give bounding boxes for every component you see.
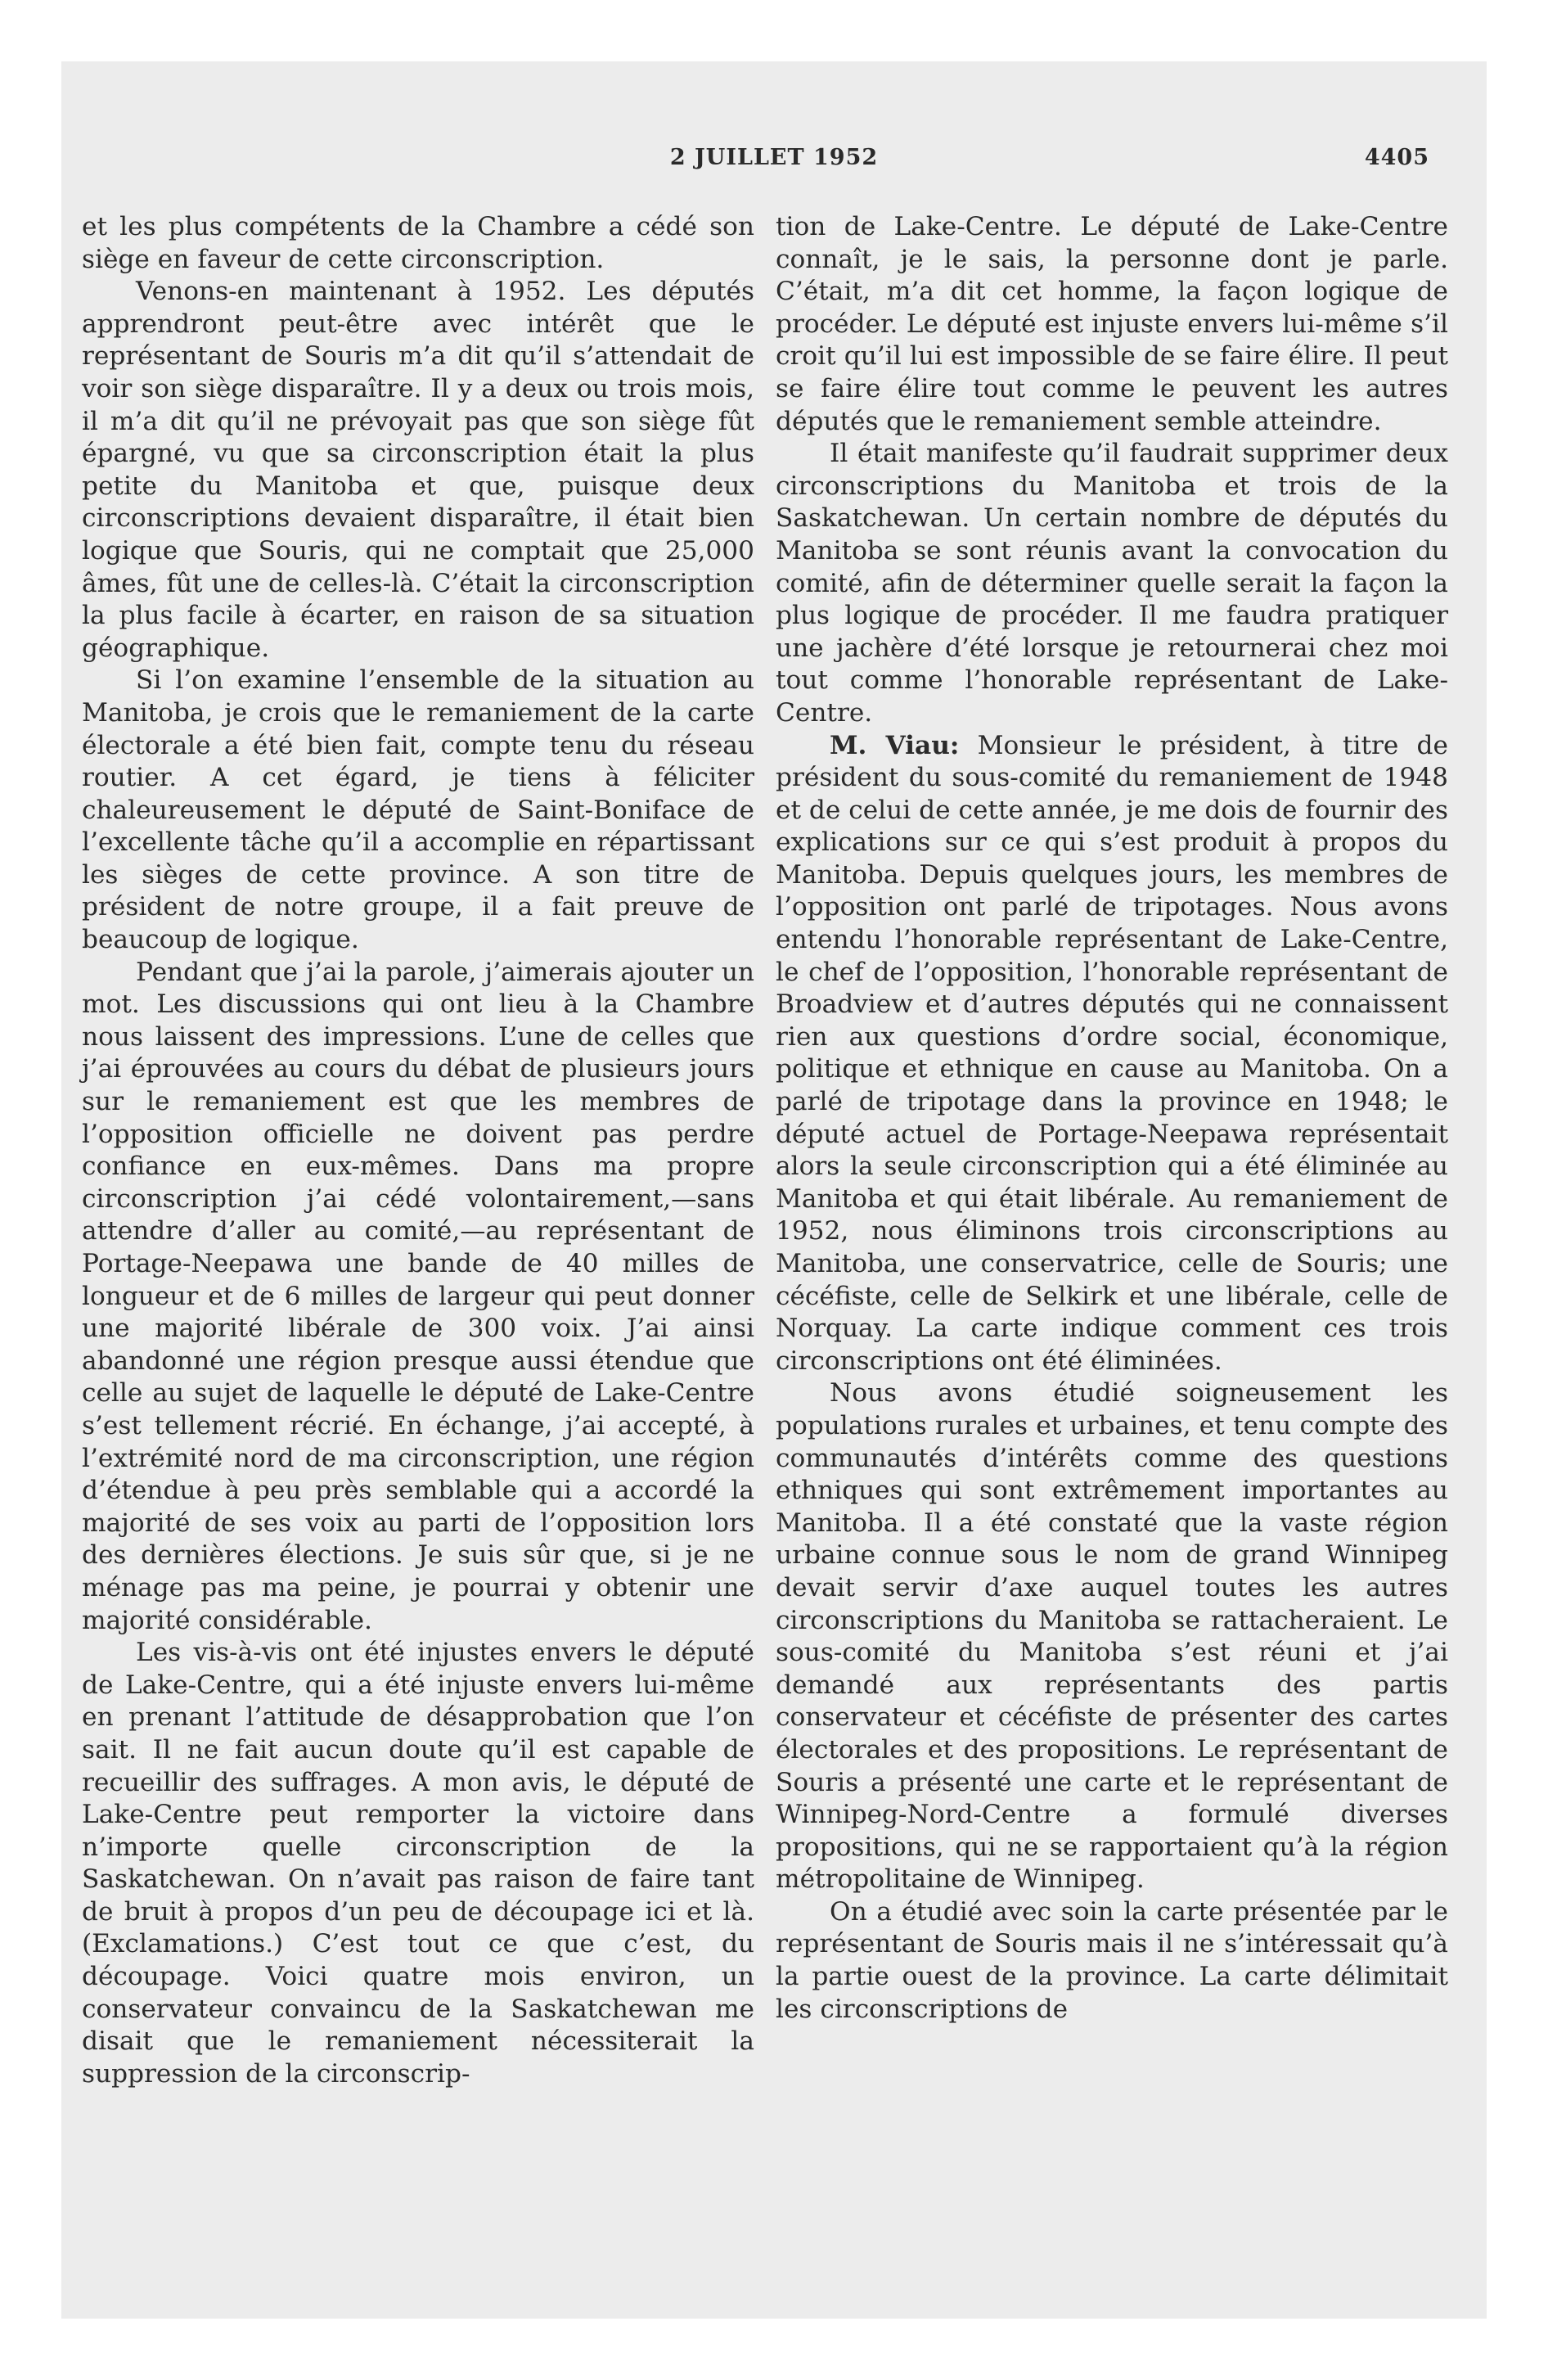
- paragraph: Si l’on examine l’ensemble de la situation au Manitoba, je crois que le remaniement de la carte électorale a été bien fait, compte tenu du réseau routier. A cet égard, je tiens à féliciter chaleureusement le député de Saint-Boniface de l’excellente tâche qu’il a accomplie en répartissant les sièges de cette province. A son titre de président de notre groupe, il a fait preuve de beaucoup de logique.: [82, 665, 754, 955]
- speaker-name: M. Viau:: [830, 730, 960, 760]
- paragraph: Nous avons étudié soigneusement les populations rurales et urbaines, et tenu compte des communautés d’intérêts comme des questions ethniques qui sont extrêmement importantes au Manitoba. Il a été constaté que la vaste région urbaine connue sous le nom de grand Winnipeg devait servir d’axe auquel toutes les autres circonscriptions du Manitoba se rattacheraient. Le sous-comité du Manitoba s’est réuni et j’ai demandé aux représentants des partis conservateur et cécéfiste de présenter des cartes électorales et des propositions. Le représentant de Souris a présenté une carte et le représentant de Winnipeg-Nord-Centre a formulé diverses propositions, qui ne se rapportaient qu’à la région métropolitaine de Winnipeg.: [776, 1378, 1448, 1895]
- paragraph: tion de Lake-Centre. Le député de Lake-Centre connaît, je le sais, la personne dont je parle. C’était, m’a dit cet homme, la façon logique de procéder. Le député est injuste envers lui-même s’il croit qu’il lui est impossible de se faire élire. Il peut se faire élire tout comme le peuvent les autres députés que le remaniement semble atteindre.: [776, 212, 1448, 436]
- paragraph: Les vis-à-vis ont été injustes envers le député de Lake-Centre, qui a été injuste envers lui-même en prenant l’attitude de désapprobation que l’on sait. Il ne fait aucun doute qu’il est capable de recueillir des suffrages. A mon avis, le député de Lake-Centre peut remporter la victoire dans n’importe quelle circonscription de la Saskatchewan. On n’avait pas raison de faire tant de bruit à propos d’un peu de découpage ici et là. (Exclamations.) C’est tout ce que c’est, du découpage. Voici quatre mois environ, un conservateur convaincu de la Saskatchewan me disait que le remaniement nécessiterait la suppression de la circonscrip-: [82, 1638, 754, 2089]
- paragraph-speaker: [776, 730, 1448, 1378]
- left-column: [82, 211, 754, 2090]
- speech-text: Monsieur le président, à titre de président du sous-comité du remaniement de 1948 et de celui de cette année, je me dois de fournir des explications sur ce qui s’est produit à propos du Manitoba. Depuis quelques jours, les membres de l’opposition ont parlé de tripotages. Nous avons entendu l’honorable représentant de Lake-Centre, le chef de l’opposition, l’honorable représentant de Broadview et d’autres députés qui ne connaissent rien aux questions d’ordre social, économique, politique et ethnique en cause au Manitoba. On a parlé de tripotage dans la province en 1948; le député actuel de Portage-Neepawa représentait alors la seule circonscription qui a été éliminée au Manitoba et qui était libérale. Au remaniement de 1952, nous éliminons trois circonscriptions au Manitoba, une conservatrice, celle de Souris; une cécéfiste, celle de Selkirk et une libérale, celle de Norquay. La carte indique comment ces trois circonscriptions ont été éliminées.: [776, 730, 1448, 1376]
- page-header: [61, 145, 1487, 186]
- paragraph: et les plus compétents de la Chambre a cédé son siège en faveur de cette circonscription.: [82, 212, 754, 274]
- document-page: [61, 61, 1487, 2319]
- paragraph: On a étudié avec soin la carte présentée par le représentant de Souris mais il ne s’intéressait qu’à la partie ouest de la province. La carte délimitait les circonscriptions de: [776, 1896, 1448, 2024]
- paragraph: Pendant que j’ai la parole, j’aimerais ajouter un mot. Les discussions qui ont lieu à la Chambre nous laissent des impressions. L’une de celles que j’ai éprouvées au cours du débat de plusieurs jours sur le remaniement est que les membres de l’opposition officielle ne doivent pas perdre confiance en eux-mêmes. Dans ma propre circonscription j’ai cédé volontairement,—sans attendre d’aller au comité,—au représentant de Portage-Neepawa une bande de 40 milles de longueur et de 6 milles de largeur qui peut donner une majorité libérale de 300 voix. J’ai ainsi abandonné une région presque aussi étendue que celle au sujet de laquelle le député de Lake-Centre s’est tellement récrié. En échange, j’ai accepté, à l’extrémité nord de ma circonscription, une région d’étendue à peu près semblable qui a accordé la majorité de ses voix au parti de l’opposition lors des dernières élections. Je suis sûr que, si je ne ménage pas ma peine, je pourrai y obtenir une majorité considérable.: [82, 957, 754, 1635]
- page-number: 4405: [1364, 145, 1429, 170]
- paragraph: Venons-en maintenant à 1952. Les députés apprendront peut-être avec intérêt que le représentant de Souris m’a dit qu’il s’attendait de voir son siège disparaître. Il y a deux ou trois mois, il m’a dit qu’il ne prévoyait pas que son siège fût épargné, vu que sa circonscription était la plus petite du Manitoba et que, puisque deux circonscriptions devaient disparaître, il était bien logique que Souris, qui ne comptait que 25,000 âmes, fût une de celles-là. C’était la circonscription la plus facile à écarter, en raison de sa situation géographique.: [82, 277, 754, 663]
- right-column: [776, 211, 1448, 2026]
- paragraph: Il était manifeste qu’il faudrait supprimer deux circonscriptions du Manitoba et trois de la Saskatchewan. Un certain nombre de députés du Manitoba se sont réunis avant la convocation du comité, afin de déterminer quelle serait la façon la plus logique de procéder. Il me faudra pratiquer une jachère d’été lorsque je retournerai chez moi tout comme l’honorable représentant de Lake-Centre.: [776, 439, 1448, 728]
- page-date: 2 JUILLET 1952: [669, 145, 879, 170]
